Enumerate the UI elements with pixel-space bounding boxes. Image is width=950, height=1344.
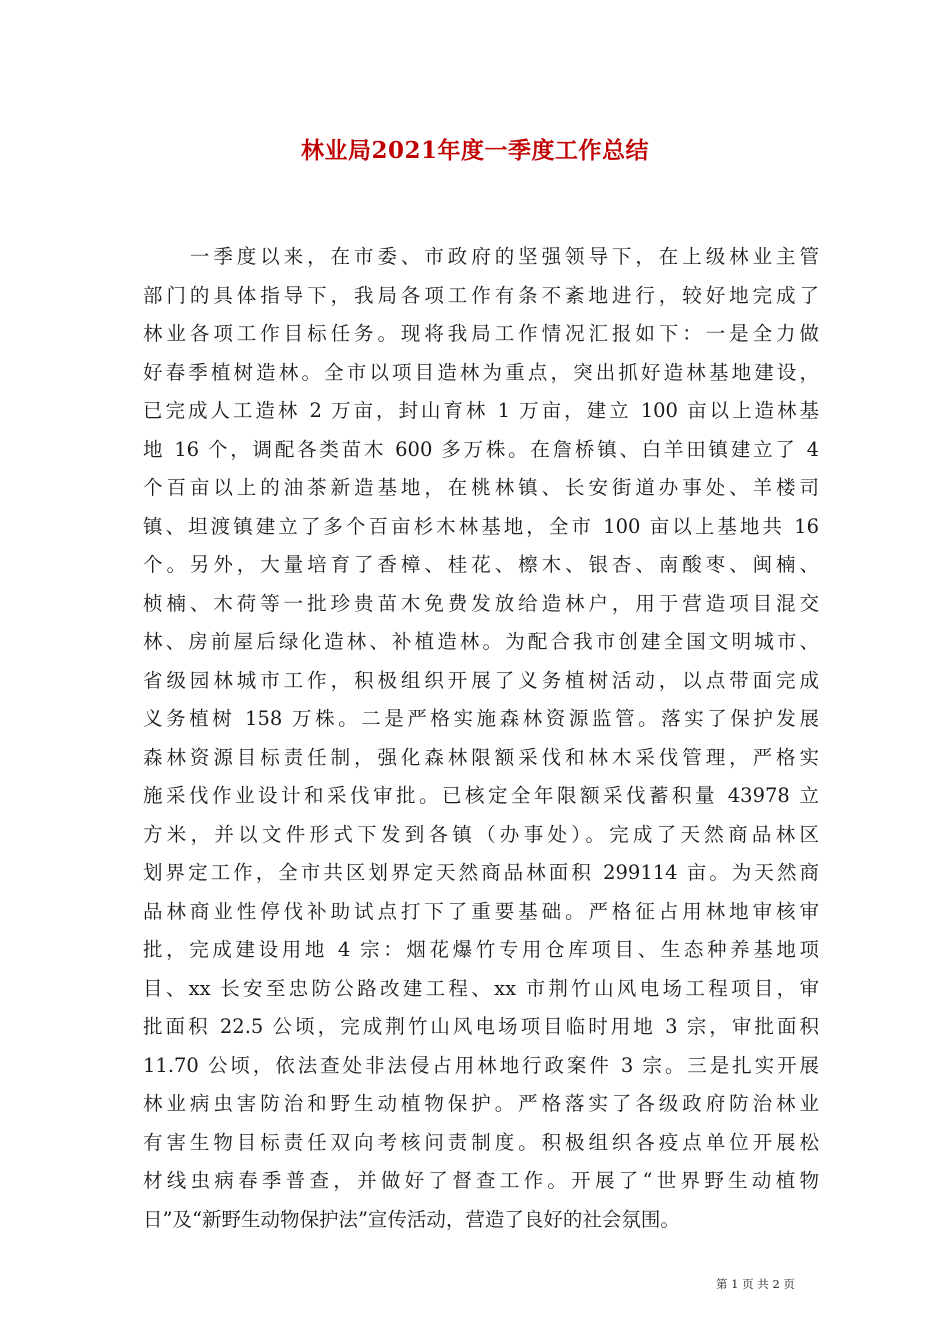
body-line: 已完成人工造林 2 万亩，封山育林 1 万亩，建立 100 亩以上造林基 bbox=[143, 399, 819, 422]
body-line: 省级园林城市工作，积极组织开展了义务植树活动，以点带面完成 bbox=[143, 668, 819, 692]
body-line: 义务植树 158 万株。二是严格实施森林资源监管。落实了保护发展 bbox=[143, 707, 819, 730]
body-line: 林、房前屋后绿化造林、补植造林。为配合我市创建全国文明城市、 bbox=[143, 630, 819, 653]
body-line: 个。另外，大量培育了香樟、桂花、檫木、银杏、南酸枣、闽楠、 bbox=[143, 553, 819, 576]
body-line: 划界定工作，全市共区划界定天然商品林面积 299114 亩。为天然商 bbox=[143, 861, 819, 884]
body-line: 部门的具体指导下，我局各项工作有条不紊地进行，较好地完成了 bbox=[143, 283, 819, 307]
page-number: 第 1 页 共 2 页 bbox=[716, 1277, 795, 1291]
body-line: 方米，并以文件形式下发到各镇（办事处）。完成了天然商品林区 bbox=[143, 822, 819, 846]
body-line: 桢楠、木荷等一批珍贵苗木免费发放给造林户，用于营造项目混交 bbox=[143, 591, 819, 615]
body-line: 日”及“新野生动物保护法”宣传活动，营造了良好的社会氛围。 bbox=[143, 1207, 680, 1231]
body-line: 11.70 公顷，依法查处非法侵占用林地行政案件 3 宗。三是扎实开展 bbox=[143, 1053, 819, 1077]
body-line: 批面积 22.5 公顷，完成荆竹山风电场项目临时用地 3 宗，审批面积 bbox=[143, 1015, 819, 1038]
document-body bbox=[143, 238, 819, 1239]
body-line: 批，完成建设用地 4 宗：烟花爆竹专用仓库项目、生态种养基地项 bbox=[143, 938, 819, 961]
body-line: 地 16 个，调配各类苗木 600 多万株。在詹桥镇、白羊田镇建立了 4 bbox=[143, 437, 819, 461]
body-line: 林业病虫害防治和野生动植物保护。严格落实了各级政府防治林业 bbox=[143, 1092, 819, 1115]
body-line: 施采伐作业设计和采伐审批。已核定全年限额采伐蓄积量 43978 立 bbox=[143, 784, 819, 807]
body-line: 一季度以来，在市委、市政府的坚强领导下，在上级林业主管 bbox=[143, 245, 819, 268]
body-line: 品林商业性停伐补助试点打下了重要基础。严格征占用林地审核审 bbox=[143, 899, 819, 923]
body-line: 林业各项工作目标任务。现将我局工作情况汇报如下：一是全力做 bbox=[143, 322, 819, 345]
body-line: 个百亩以上的油茶新造基地，在桃林镇、长安街道办事处、羊楼司 bbox=[143, 476, 819, 499]
body-line: 材线虫病春季普查，并做好了督查工作。开展了“世界野生动植物 bbox=[143, 1169, 819, 1192]
body-line: 森林资源目标责任制，强化森林限额采伐和林木采伐管理，严格实 bbox=[143, 745, 819, 769]
body-line: 镇、坦渡镇建立了多个百亩杉木林基地，全市 100 亩以上基地共 16 bbox=[143, 514, 819, 538]
body-line: 好春季植树造林。全市以项目造林为重点，突出抓好造林基地建设， bbox=[143, 360, 819, 384]
body-line: 目、xx 长安至忠防公路改建工程、xx 市荆竹山风电场工程项目，审 bbox=[143, 976, 819, 1000]
document-title: 林业局2021年度一季度工作总结 bbox=[300, 137, 649, 164]
body-line: 有害生物目标责任双向考核问责制度。积极组织各疫点单位开展松 bbox=[143, 1130, 819, 1154]
